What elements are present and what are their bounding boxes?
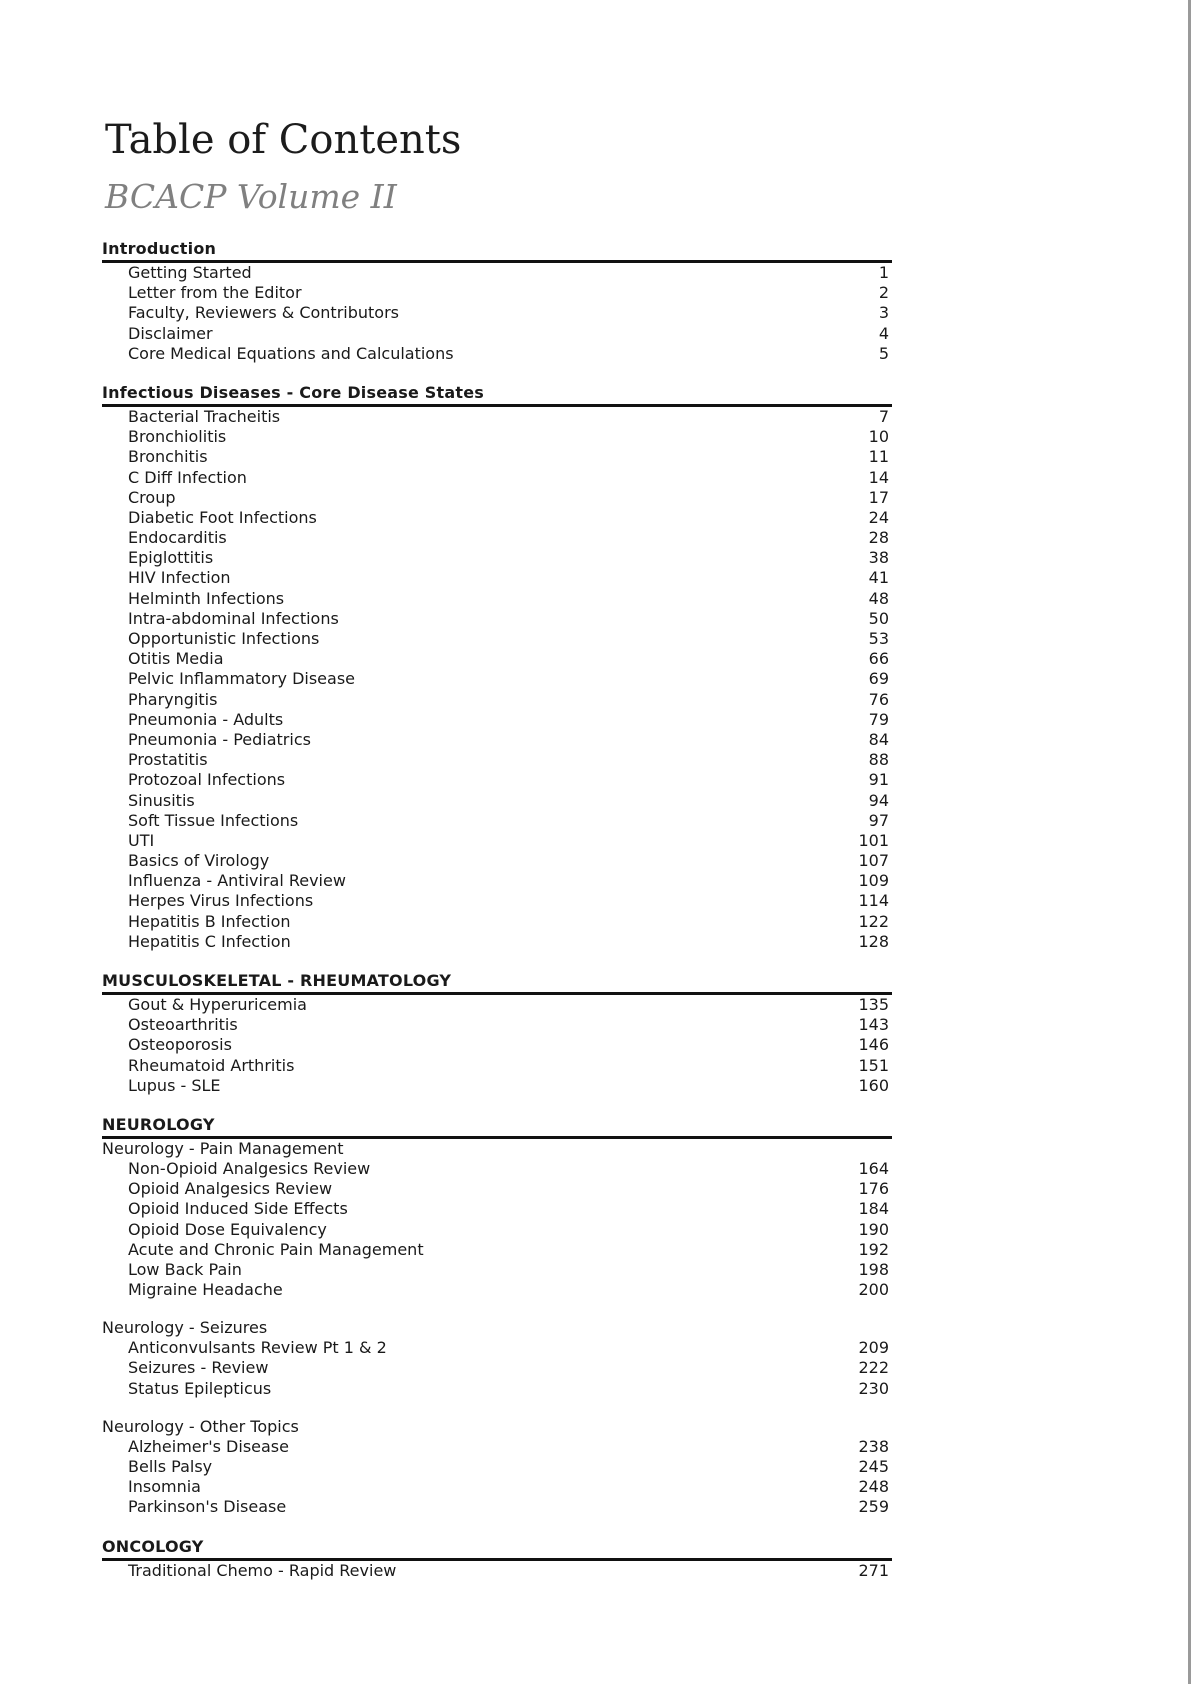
toc-entry-page-number: 50 <box>868 608 889 628</box>
toc-entry-page-number: 10 <box>868 427 889 447</box>
toc-entry[interactable] <box>102 871 892 891</box>
toc-entry-page-number: 146 <box>858 1035 889 1055</box>
toc-entry-page-number: 1 <box>878 263 889 282</box>
toc-entry-title: Insomnia <box>128 1477 201 1497</box>
toc-entry-title: Non-Opioid Analgesics Review <box>128 1158 371 1178</box>
toc-entry-title: Basics of Virology <box>128 851 270 871</box>
toc-entry-title: Migraine Headache <box>128 1280 283 1300</box>
toc-entry[interactable] <box>102 811 892 831</box>
toc-entry[interactable] <box>102 629 892 649</box>
toc-entry-page-number: 238 <box>858 1436 889 1456</box>
toc-entry-page-number: 41 <box>868 568 889 588</box>
toc-section-heading: MUSCULOSKELETAL - RHEUMATOLOGY <box>102 970 892 995</box>
toc-section-heading: Infectious Diseases - Core Disease States <box>102 382 892 407</box>
toc-entry-page-number: 114 <box>858 891 889 911</box>
toc-entry-title: Anticonvulsants Review Pt 1 & 2 <box>128 1338 387 1358</box>
toc-entry-title: Rheumatoid Arthritis <box>128 1055 295 1075</box>
toc-entry-page-number: 76 <box>868 689 889 709</box>
toc-section <box>102 382 892 952</box>
toc-entry-title: Hepatitis B Infection <box>128 911 291 931</box>
toc-entry[interactable] <box>102 283 892 303</box>
toc-entry-page-number: 84 <box>868 729 889 749</box>
toc-entry-title: Helminth Infections <box>128 588 285 608</box>
toc-entry-title: Bronchiolitis <box>128 427 227 447</box>
toc-entry[interactable] <box>102 1358 892 1378</box>
toc-entry-title: Seizures - Review <box>128 1358 269 1378</box>
toc-entry[interactable] <box>102 1280 892 1300</box>
toc-entry-title: Status Epilepticus <box>128 1378 272 1398</box>
toc-entry[interactable] <box>102 1015 892 1035</box>
toc-entry-title: HIV Infection <box>128 568 231 588</box>
toc-entry-title: Pneumonia - Pediatrics <box>128 729 311 749</box>
toc-entry-page-number: 245 <box>858 1457 889 1476</box>
toc-entry-page-number: 192 <box>858 1239 889 1259</box>
toc-entry[interactable] <box>102 1035 892 1055</box>
toc-entry-title: Soft Tissue Infections <box>128 810 299 830</box>
toc-entry-title: Pharyngitis <box>128 689 218 709</box>
toc-entry-title: Traditional Chemo - Rapid Review <box>128 1560 397 1580</box>
toc-entry[interactable] <box>102 891 892 911</box>
toc-entry[interactable] <box>102 710 892 730</box>
toc-entry[interactable] <box>102 1056 892 1076</box>
toc-subgroup <box>102 1318 892 1399</box>
toc-entry-title: Opportunistic Infections <box>128 629 320 648</box>
toc-entry-title: Faculty, Reviewers & Contributors <box>128 303 399 323</box>
toc-entry-page-number: 17 <box>868 487 889 507</box>
toc-subgroup-heading: Neurology - Other Topics <box>102 1416 299 1436</box>
toc-entry-page-number: 5 <box>878 343 889 363</box>
toc-entry-page-number: 79 <box>868 709 889 729</box>
toc-entry[interactable] <box>102 791 892 811</box>
toc-list <box>102 238 892 1581</box>
page-subtitle: BCACP Volume II <box>105 177 397 216</box>
toc-entry[interactable] <box>102 1497 892 1517</box>
toc-entry-page-number: 7 <box>878 406 889 426</box>
toc-section <box>102 970 892 1096</box>
toc-entry[interactable] <box>102 730 892 750</box>
toc-entry-title: Protozoal Infections <box>128 770 286 790</box>
toc-entry-page-number: 97 <box>868 810 889 830</box>
toc-entry[interactable] <box>102 649 892 669</box>
toc-entry[interactable] <box>102 1240 892 1260</box>
toc-section-heading: Introduction <box>102 238 892 263</box>
toc-entry[interactable] <box>102 690 892 710</box>
toc-entry-title: Letter from the Editor <box>128 283 302 303</box>
toc-entry[interactable] <box>102 488 892 508</box>
toc-entry-page-number: 259 <box>858 1497 889 1517</box>
toc-entry-page-number: 3 <box>878 303 889 323</box>
toc-entry[interactable] <box>102 1477 892 1497</box>
toc-entry-page-number: 101 <box>858 830 889 850</box>
toc-entry-title: Herpes Virus Infections <box>128 891 314 911</box>
toc-entry-title: Opioid Analgesics Review <box>128 1179 333 1199</box>
toc-entry-title: Diabetic Foot Infections <box>128 507 317 527</box>
toc-entry-title: Bronchitis <box>128 447 208 467</box>
toc-entry-title: Otitis Media <box>128 649 224 669</box>
toc-entry[interactable] <box>102 1179 892 1199</box>
toc-entry[interactable] <box>102 669 892 689</box>
toc-entry-page-number: 11 <box>868 447 889 467</box>
toc-section <box>102 1114 892 1518</box>
toc-entry-title: Core Medical Equations and Calculations <box>128 343 454 363</box>
toc-entry[interactable] <box>102 1437 892 1457</box>
toc-entry-title: Parkinson's Disease <box>128 1497 287 1517</box>
toc-entry-page-number: 122 <box>858 911 889 931</box>
toc-entry-page-number: 135 <box>858 995 889 1014</box>
toc-entry[interactable] <box>102 263 892 283</box>
toc-page <box>102 96 892 1599</box>
toc-entry-page-number: 14 <box>868 467 889 487</box>
toc-entry[interactable] <box>102 324 892 344</box>
toc-entry-title: Prostatitis <box>128 750 208 770</box>
toc-entry-page-number: 91 <box>868 770 889 790</box>
toc-entry-page-number: 143 <box>858 1015 889 1035</box>
toc-entry-page-number: 200 <box>858 1280 889 1300</box>
toc-entry-page-number: 230 <box>858 1378 889 1398</box>
toc-entry-title: Sinusitis <box>128 790 195 810</box>
toc-subgroup <box>102 1417 892 1518</box>
toc-entry-page-number: 24 <box>868 507 889 527</box>
toc-entry-title: Osteoporosis <box>128 1035 232 1055</box>
toc-entry[interactable] <box>102 508 892 528</box>
toc-entry-title: Disclaimer <box>128 323 213 343</box>
toc-entry-page-number: 2 <box>878 283 889 303</box>
toc-entry[interactable] <box>102 303 892 323</box>
toc-entry[interactable] <box>102 568 892 588</box>
toc-entry[interactable] <box>102 407 892 427</box>
toc-entry-title: Acute and Chronic Pain Management <box>128 1239 424 1259</box>
toc-entry-page-number: 107 <box>858 851 889 871</box>
toc-entry[interactable] <box>102 1199 892 1219</box>
toc-entry[interactable] <box>102 750 892 770</box>
toc-entry-page-number: 164 <box>858 1158 889 1178</box>
toc-entry[interactable] <box>102 609 892 629</box>
toc-entry-page-number: 222 <box>858 1358 889 1378</box>
toc-entry[interactable] <box>102 1159 892 1179</box>
toc-entry[interactable] <box>102 528 892 548</box>
toc-section-heading: NEUROLOGY <box>102 1114 892 1139</box>
toc-entry[interactable] <box>102 548 892 568</box>
toc-entry[interactable] <box>102 447 892 467</box>
toc-entry-title: Osteoarthritis <box>128 1015 238 1035</box>
page-title: Table of Contents <box>105 117 462 163</box>
toc-entry[interactable] <box>102 770 892 790</box>
toc-entry[interactable] <box>102 1457 892 1477</box>
toc-entry-page-number: 271 <box>858 1560 889 1580</box>
toc-entry[interactable] <box>102 831 892 851</box>
page-edge-border <box>1188 0 1191 1684</box>
toc-entry[interactable] <box>102 851 892 871</box>
toc-subgroup <box>102 1139 892 1300</box>
toc-entry[interactable] <box>102 589 892 609</box>
toc-entry[interactable] <box>102 912 892 932</box>
toc-entry[interactable] <box>102 1379 892 1399</box>
toc-entry[interactable] <box>102 1260 892 1280</box>
toc-entry-page-number: 151 <box>858 1055 889 1075</box>
toc-entry-title: UTI <box>128 830 155 850</box>
toc-entry[interactable] <box>102 427 892 447</box>
toc-entry-title: Epiglottitis <box>128 548 214 568</box>
toc-entry[interactable] <box>102 468 892 488</box>
toc-entry[interactable] <box>102 1220 892 1240</box>
toc-entry-title: Opioid Dose Equivalency <box>128 1219 327 1239</box>
toc-entry-page-number: 128 <box>858 931 889 951</box>
toc-entry-title: Gout & Hyperuricemia <box>128 995 307 1014</box>
toc-entry-title: Bells Palsy <box>128 1457 213 1476</box>
toc-entry-title: C Diff Infection <box>128 467 247 487</box>
toc-entry-page-number: 38 <box>868 548 889 568</box>
toc-entry-title: Lupus - SLE <box>128 1075 221 1095</box>
toc-entry-page-number: 53 <box>868 629 889 648</box>
toc-entry-title: Hepatitis C Infection <box>128 931 291 951</box>
toc-entry-page-number: 109 <box>858 871 889 891</box>
toc-entry-title: Pelvic Inflammatory Disease <box>128 669 356 689</box>
toc-entry-page-number: 88 <box>868 750 889 770</box>
toc-entry[interactable] <box>102 932 892 952</box>
toc-entry-page-number: 190 <box>858 1219 889 1239</box>
toc-entry-page-number: 69 <box>868 669 889 689</box>
toc-entry[interactable] <box>102 1338 892 1358</box>
toc-entry-title: Pneumonia - Adults <box>128 709 284 729</box>
toc-entry-page-number: 198 <box>858 1259 889 1279</box>
toc-entry[interactable] <box>102 1076 892 1096</box>
toc-entry[interactable] <box>102 995 892 1015</box>
toc-entry-title: Alzheimer's Disease <box>128 1436 289 1456</box>
toc-entry-title: Opioid Induced Side Effects <box>128 1199 348 1219</box>
toc-section <box>102 1536 892 1581</box>
toc-section <box>102 238 892 364</box>
toc-entry-page-number: 28 <box>868 528 889 548</box>
toc-entry-title: Influenza - Antiviral Review <box>128 871 346 891</box>
toc-entry-page-number: 160 <box>858 1075 889 1095</box>
toc-subgroup-heading: Neurology - Pain Management <box>102 1138 344 1158</box>
toc-entry-page-number: 248 <box>858 1477 889 1497</box>
toc-entry-page-number: 66 <box>868 649 889 669</box>
toc-entry-title: Low Back Pain <box>128 1259 242 1279</box>
toc-entry[interactable] <box>102 1561 892 1581</box>
toc-entry-title: Croup <box>128 487 176 507</box>
toc-entry-page-number: 209 <box>858 1338 889 1358</box>
toc-entry-title: Getting Started <box>128 263 252 282</box>
toc-entry-page-number: 94 <box>868 790 889 810</box>
toc-entry-page-number: 48 <box>868 588 889 608</box>
toc-entry-page-number: 184 <box>858 1199 889 1219</box>
toc-subgroup-heading: Neurology - Seizures <box>102 1318 268 1338</box>
toc-entry-title: Bacterial Tracheitis <box>128 406 281 426</box>
toc-entry[interactable] <box>102 344 892 364</box>
toc-entry-page-number: 176 <box>858 1179 889 1199</box>
toc-entry-page-number: 4 <box>878 323 889 343</box>
toc-section-heading: ONCOLOGY <box>102 1536 892 1561</box>
toc-entry-title: Intra-abdominal Infections <box>128 608 339 628</box>
toc-entry-title: Endocarditis <box>128 528 227 548</box>
